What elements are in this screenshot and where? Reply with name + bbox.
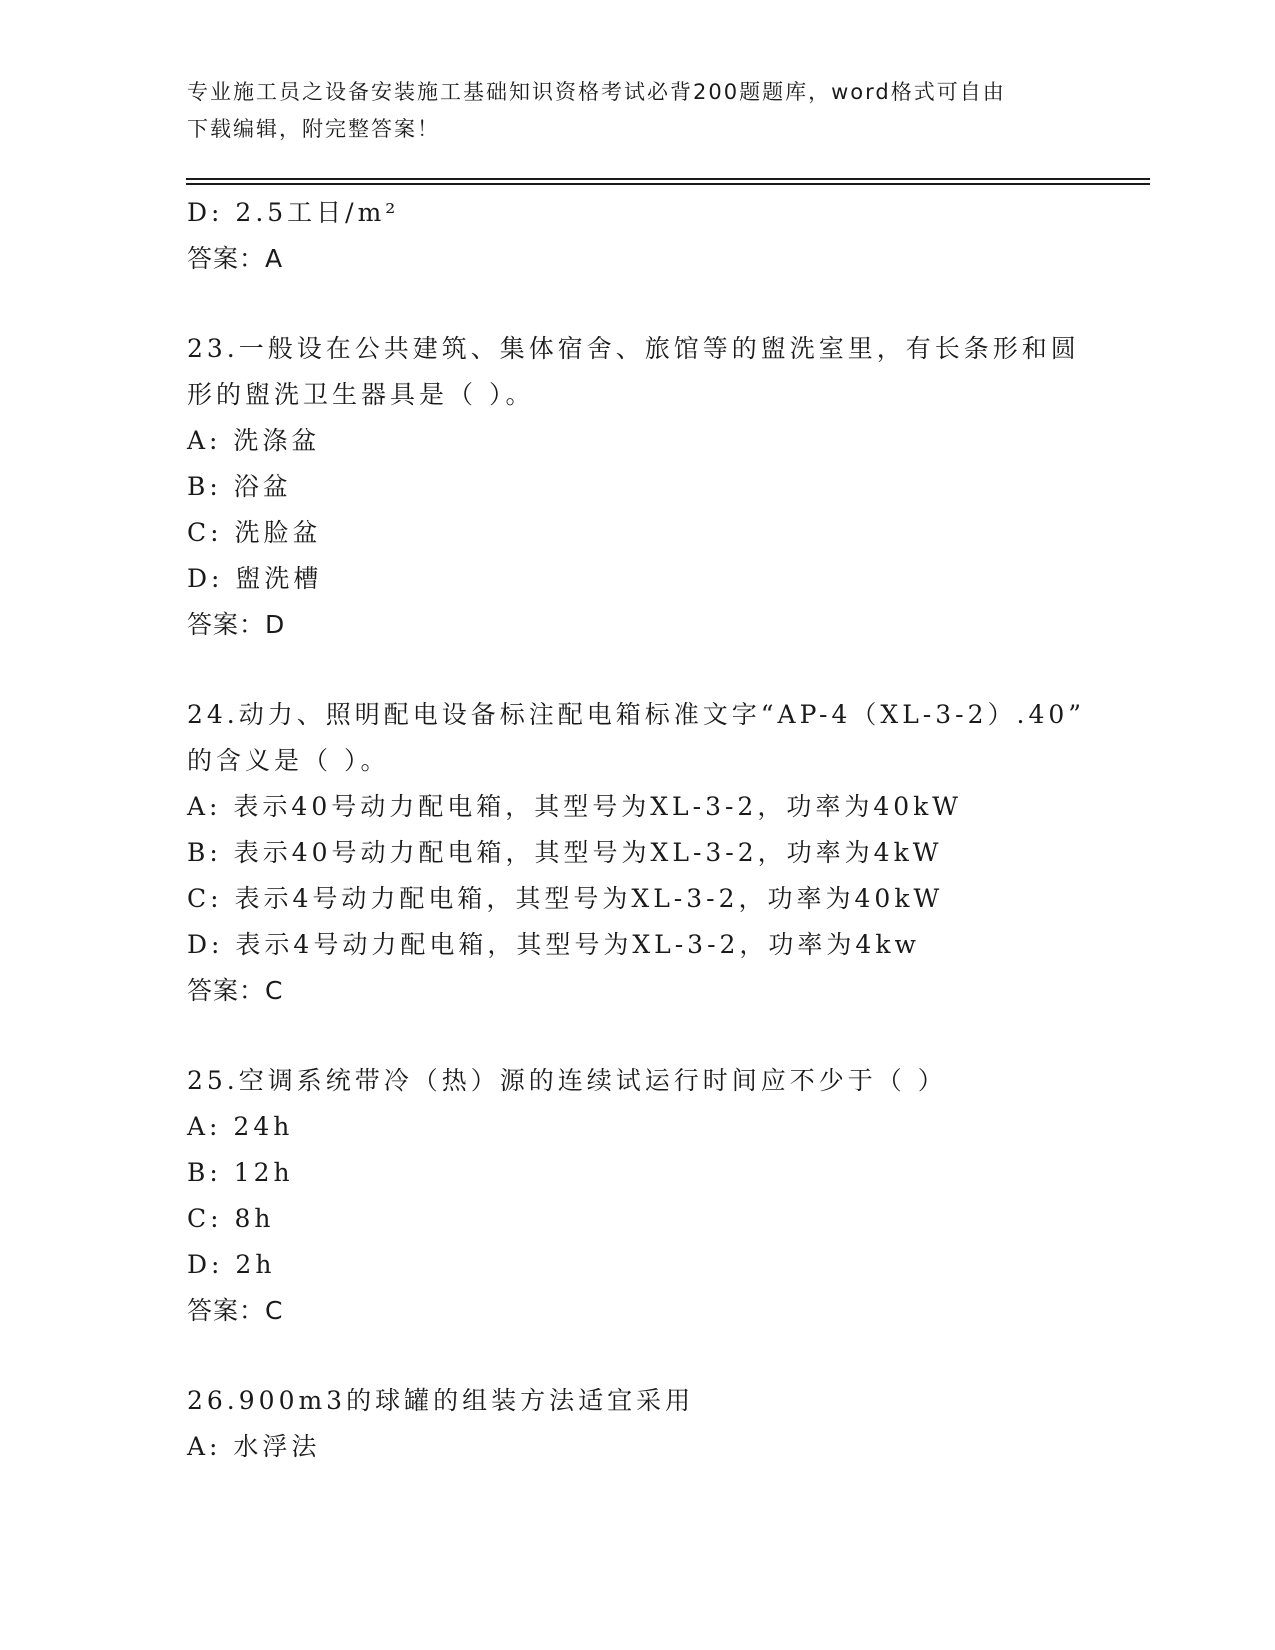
question-stem-line-2: 的含义是（ ）。	[187, 746, 390, 775]
question-stem-line-1: 23.一般设在公共建筑、集体宿舍、旅馆等的盥洗室里，有长条形和圆	[187, 334, 1080, 363]
header-divider-top	[186, 178, 1150, 180]
question-26	[187, 1378, 1147, 1470]
option-a: A: 水浮法	[187, 1432, 321, 1461]
header-divider-bottom	[186, 183, 1150, 185]
question-24	[187, 692, 1147, 1014]
option-c: C: 8h	[187, 1204, 275, 1233]
header-title-line-1: 专业施工员之设备安装施工基础知识资格考试必背200题题库，word格式可自由	[187, 80, 1006, 104]
option-c: C: 表示4号动力配电箱，其型号为XL-3-2，功率为40kW	[187, 884, 944, 913]
question-stem-line-2: 形的盥洗卫生器具是（ ）。	[187, 380, 535, 409]
question-stem-line-1: 25.空调系统带冷（热）源的连续试运行时间应不少于（ ）	[187, 1066, 947, 1095]
option-a: A: 表示40号动力配电箱，其型号为XL-3-2，功率为40kW	[187, 792, 962, 821]
option-a: A: 24h	[187, 1112, 294, 1141]
question-stem-line-1: 26.900m3的球罐的组装方法适宜采用	[187, 1386, 695, 1415]
option-b: B: 12h	[187, 1158, 294, 1187]
option-d: D: 表示4号动力配电箱，其型号为XL-3-2，功率为4kw	[187, 930, 920, 959]
option-d: D: 盥洗槽	[187, 564, 323, 593]
spacer	[187, 648, 1147, 692]
question-list	[187, 190, 1147, 1470]
option-d: D: 2.5工日/m²	[187, 198, 400, 227]
question-22-tail	[187, 190, 1147, 282]
option-b: B: 表示40号动力配电箱，其型号为XL-3-2，功率为4kW	[187, 838, 943, 867]
spacer	[187, 1334, 1147, 1378]
answer-label: 答案：A	[187, 244, 284, 273]
option-b: B: 浴盆	[187, 472, 292, 501]
option-a: A: 洗涤盆	[187, 426, 321, 455]
question-23	[187, 326, 1147, 648]
question-stem-line-1: 24.动力、照明配电设备标注配电箱标准文字“AP-4（XL-3-2）.40”	[187, 700, 1086, 729]
answer-label: 答案：C	[187, 1296, 284, 1325]
answer-label: 答案：C	[187, 976, 284, 1005]
spacer	[187, 282, 1147, 326]
answer-label: 答案：D	[187, 610, 286, 639]
option-c: C: 洗脸盆	[187, 518, 322, 547]
header-title-line-2: 下载编辑，附完整答案！	[187, 117, 440, 141]
option-d: D: 2h	[187, 1250, 276, 1279]
question-25	[187, 1058, 1147, 1334]
spacer	[187, 1014, 1147, 1058]
document-header	[187, 74, 1087, 148]
